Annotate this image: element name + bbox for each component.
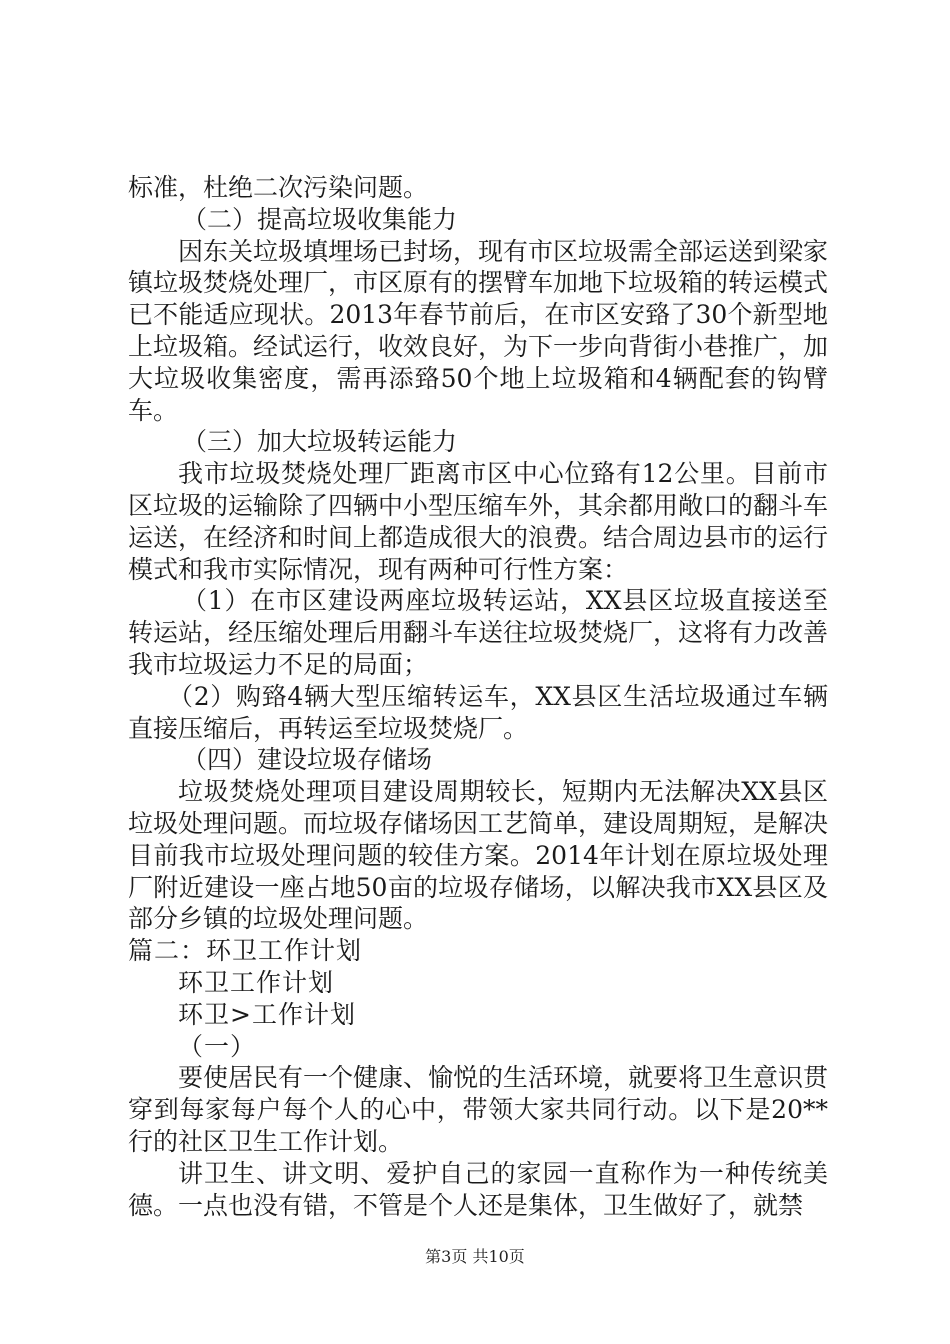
list-item-option-2: （2）购臵4辆大型压缩转运车，XX县区生活垃圾通过车辆直接压缩后，再转运至垃圾焚烧厂。	[128, 681, 828, 743]
subtitle-plan: 环卫工作计划	[178, 967, 335, 997]
chapter-title: 篇二：环卫工作计划	[128, 936, 363, 966]
paragraph-collection: 因东关垃圾填埋场已封场，现有市区垃圾需全部运送到梁家镇垃圾焚烧处理厂，市区原有的摆臂车加地下垃圾箱的转运模式已不能适应现状。2013年春节前后，在市区安臵了30个新型地上垃圾箱。经试运行，收效良好，为下一步向背街小巷推广，加大垃圾收集密度，需再添臵50个地上垃圾箱和4辆配套的钩臂车。	[128, 236, 829, 425]
section-heading-2: （二）提高垃圾收集能力	[182, 204, 458, 234]
subtitle-plan-link: 环卫>工作计划	[178, 999, 356, 1029]
document-body	[128, 172, 828, 1221]
section-heading-4: （四）建设垃圾存储场	[182, 745, 433, 775]
paragraph-transport: 我市垃圾焚烧处理厂距离市区中心位臵有12公里。目前市区垃圾的运输除了四辆中小型压缩车外，其余都用敞口的翻斗车运送，在经济和时间上都造成很大的浪费。结合周边县市的运行模式和我市实际情况，现有两种可行性方案：	[128, 459, 829, 584]
paragraph-hygiene: 讲卫生、讲文明、爱护自己的家园一直称作为一种传统美德。一点也没有错，不管是个人还是集体，卫生做好了，就禁	[128, 1158, 828, 1220]
section-number: （一）	[178, 1031, 257, 1061]
paragraph-storage: 垃圾焚烧处理项目建设周期较长，短期内无法解决XX县区垃圾处理问题。而垃圾存储场因工艺简单，建设周期短，是解决目前我市垃圾处理问题的较佳方案。2014年计划在原垃圾处理厂附近建设一座占地50亩的垃圾存储场，以解决我市XX县区及部分乡镇的垃圾处理问题。	[128, 777, 829, 934]
paragraph-residents: 要使居民有一个健康、愉悦的生活环境，就要将卫生意识贯穿到每家每户每个人的心中，带领大家共同行动。以下是20**行的社区卫生工作计划。	[128, 1063, 829, 1156]
list-item-option-1: （1）在市区建设两座垃圾转运站，XX县区垃圾直接送至转运站，经压缩处理后用翻斗车送往垃圾焚烧厂，这将有力改善我市垃圾运力不足的局面；	[128, 586, 829, 679]
paragraph-continuation: 标准，杜绝二次污染问题。	[128, 173, 429, 202]
section-heading-3: （三）加大垃圾转运能力	[182, 427, 458, 457]
page-footer: 第3页 共10页	[425, 1247, 525, 1266]
